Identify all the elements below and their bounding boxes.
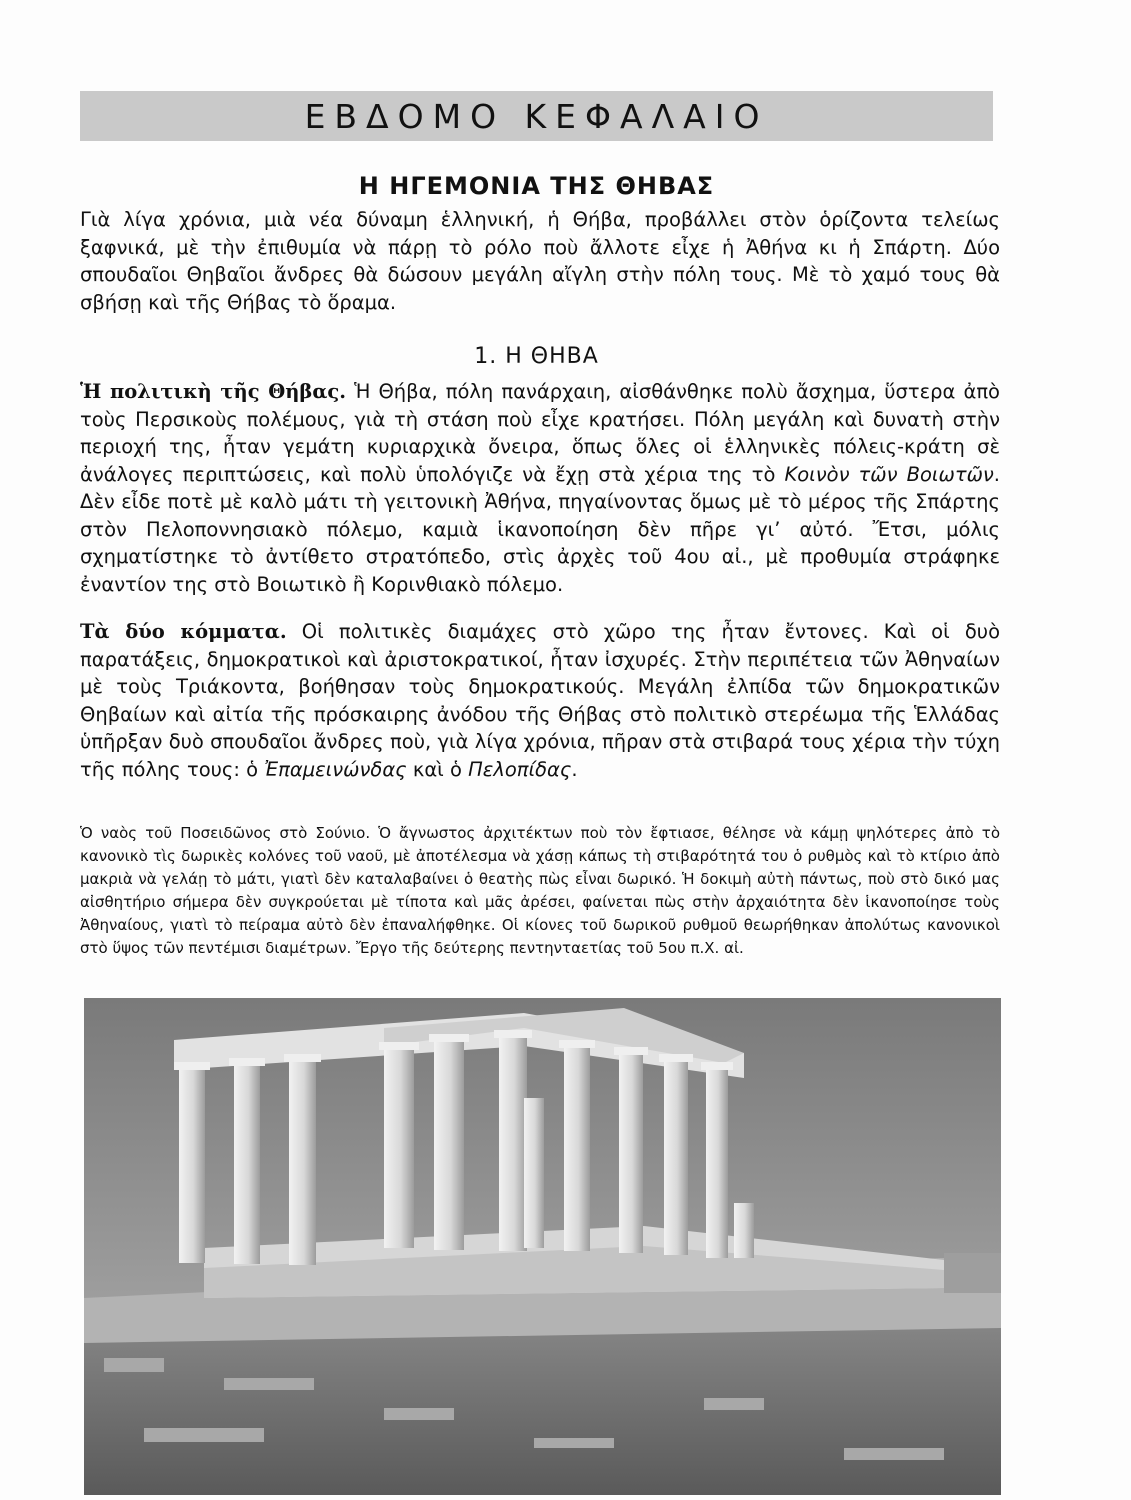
temple-photograph	[84, 998, 1001, 1495]
paragraph-text: .	[571, 757, 578, 781]
paragraph-lead: Ἡ πολιτικὴ τῆς Θήβας.	[80, 380, 347, 403]
temple-illustration	[84, 998, 1001, 1495]
paragraph-politics	[80, 378, 1000, 598]
paragraph-text: . Δὲν εἶδε ποτὲ μὲ καλὸ μάτι τὴ γειτονικὴ Ἀθήνα, πηγαίνοντας ὅμως μὲ τὸ μέρος τῆς Σπάρτης στὸν Πελοποννησιακὸ πόλεμο, καμιὰ ἱκανοποίηση δὲν πῆρε γι’ αὐτό. Ἔτσι, μόλις σχηματίστηκε τὸ ἀντίθετο στρατόπεδο, στὶς ἀρχὲς τοῦ 4ου αἰ., μὲ προθυμία στράφηκε ἐναντίον της στὸ Βοιωτικὸ ἢ Κορινθιακὸ πόλεμο.	[80, 462, 1000, 596]
paragraph-italic: Ἐπαμεινώνδας	[264, 757, 407, 781]
figure-caption: Ὁ ναὸς τοῦ Ποσειδῶνος στὸ Σούνιο. Ὁ ἄγνωστος ἀρχιτέκτων ποὺ τὸν ἔφτιασε, θέλησε νὰ κάμῃ ψηλότερες ἀπὸ τὸ κανονικὸ τὶς δωρικὲς κολόνες τοῦ ναοῦ, μὲ ἀποτέλεσμα νὰ χάσῃ κάπως τὴ στιβαρότητά του ὁ ρυθμὸς καὶ τὸ κτίριο ἀπὸ μακριὰ νὰ γελάῃ τὸ μάτι, γιατὶ δὲν καταλαβαίνει ὁ θεατὴς πὼς εἶναι δωρικό. Ἡ δοκιμὴ αὐτὴ πάντως, ποὺ στὸ δικό μας αἰσθητήριο σήμερα δὲν συγκρούεται μὲ τίποτα καὶ μᾶς ἀρέσει, φαίνεται πὼς στὴν ἀρχαιότητα δὲν ἱκανοποίησε τοὺς Ἀθηναίους, γιατὶ τὸ πείραμα αὐτὸ δὲν ἐπαναλήφθηκε. Οἱ κίονες τοῦ δωρικοῦ ρυθμοῦ θεωρήθηκαν ἀπολύτως κανονικοὶ στὸ ὕψος τῶν πεντέμισι διαμέτρων. Ἔργο τῆς δεύτερης πεντηνταετίας τοῦ 5ου π.Χ. αἰ.	[80, 824, 1000, 957]
chapter-banner	[80, 91, 993, 141]
paragraph-italic: Κοινὸν τῶν Βοιωτῶν	[784, 462, 994, 486]
paragraph-text: Οἱ πολιτικὲς διαμάχες στὸ χῶρο της ἦταν ἔντονες. Καὶ οἱ δυὸ παρατάξεις, δημοκρατικοὶ καὶ ἀριστοκρατικοί, ἦταν ἰσχυρές. Στὴν περιπέτεια τῶν Ἀθηναίων μὲ τοὺς Τριάκοντα, βοήθησαν τοὺς δημοκρατικούς. Μεγάλη ἐλπίδα τῶν δημοκρατικῶν Θηβαίων καὶ αἰτία τῆς πρόσκαιρης ἀνόδου τῆς Θήβας στὸ πολιτικὸ στερέωμα τῆς Ἑλλάδας ὑπῆρξαν δυὸ σπουδαῖοι ἄνδρες ποὺ, γιὰ λίγα χρόνια, πῆραν στὰ στιβαρά τους χέρια τὴν τύχη τῆς πόλης τους: ὁ	[80, 620, 1000, 781]
paragraph-text: Ἡ Θήβα, πόλη πανάρχαιη, αἰσθάνθηκε πολὺ ἄσχημα, ὕστερα ἀπὸ τοὺς Περσικοὺς πολέμους, γιὰ τὴ στάση ποὺ εἶχε κρατήσει. Πόλη μεγάλη καὶ δυνατὴ στὴν περιοχή της, ἦταν γεμάτη κυριαρχικὰ ὄνειρα, ὅπως ὅλες οἱ ἑλληνικὲς πόλεις-κράτη σὲ ἀνάλογες περιπτώσεις, καὶ πολὺ ὑπολόγιζε νὰ ἔχῃ στὰ χέρια της τὸ	[80, 380, 1000, 486]
section-heading: 1. Η ΘΗΒΑ	[474, 344, 599, 369]
chapter-label: ΕΒΔΟΜΟ ΚΕΦΑΛΑΙΟ	[304, 96, 769, 136]
paragraph-text: καὶ ὁ	[406, 757, 469, 781]
paragraph-lead: Τὰ δύο κόμματα.	[80, 620, 287, 643]
paragraph-parties	[80, 618, 1000, 783]
chapter-intro: Γιὰ λίγα χρόνια, μιὰ νέα δύναμη ἑλληνική, ἡ Θήβα, προβάλλει στὸν ὁρίζοντα τελείως ξαφνικά, μὲ τὴν ἐπιθυμία νὰ πάρῃ τὸ ρόλο ποὺ ἄλλοτε εἶχε ἡ Ἀθήνα κι ἡ Σπάρτη. Δύο σπουδαῖοι Θηβαῖοι ἄνδρες θὰ δώσουν μεγάλη αἴγλη στὴν πόλη τους. Μὲ τὸ χαμό τους θὰ σβήσῃ καὶ τῆς Θήβας τὸ ὅραμα.	[80, 208, 1000, 314]
chapter-title: Η ΗΓΕΜΟΝΙΑ ΤΗΣ ΘΗΒΑΣ	[358, 172, 715, 200]
paragraph-italic: Πελοπίδας	[468, 757, 572, 781]
